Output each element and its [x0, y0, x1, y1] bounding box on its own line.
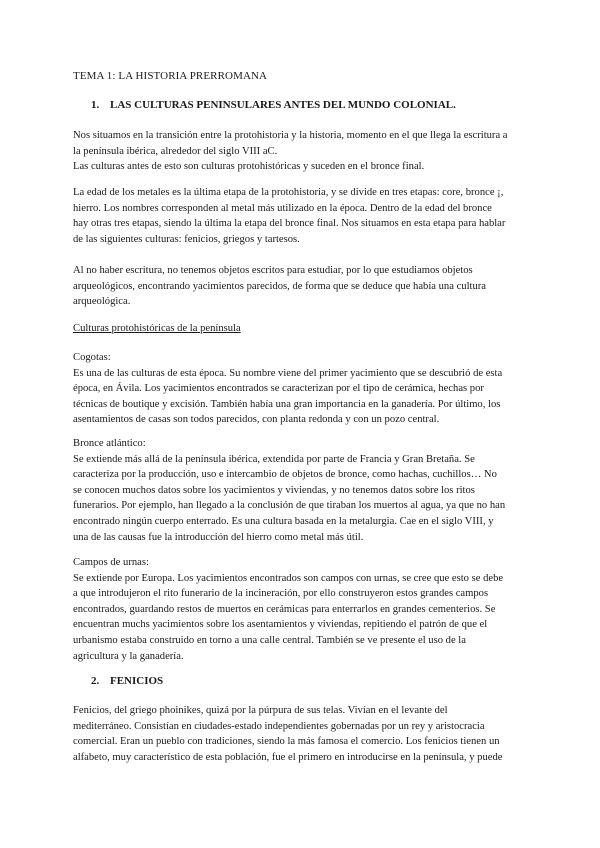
- text-line: Se extiende por Europa. Los yacimientos encontrados son campos con urnas, se cree que esto se debe: [73, 572, 504, 584]
- section-2-paragraph-1: [73, 703, 533, 765]
- text-line: hierro. Los nombres corresponden al metal más utilizado en la época. Dentro de la edad del bronce: [73, 202, 492, 214]
- text-line: Al no haber escritura, no tenemos objetos escritos para estudiar, por lo que estudiamos objetos: [73, 265, 473, 276]
- text-line: Las culturas antes de esto son culturas protohistóricas y suceden en el bronce final.: [73, 161, 425, 173]
- text-line: Es una de las culturas de esta época. Su nombre viene del primer yacimiento que se descubrió de esta: [73, 367, 503, 379]
- campos-de-urnas-section: [73, 555, 533, 664]
- section-2-heading: [91, 674, 551, 690]
- section-2-number: 2.: [91, 675, 100, 687]
- section-1-paragraph-3: [73, 263, 533, 310]
- text-line: se conocen muchos datos sobre los yacimientos y viviendas, y no tenemos datos sobre los ritos: [73, 484, 475, 496]
- text-line: arqueológica.: [73, 296, 131, 308]
- campos-label: Campos de urnas:: [73, 557, 149, 568]
- text-line: la península ibérica, alrededor del siglo VIII aC.: [73, 145, 278, 157]
- text-line: época, en Ávila. Los yacimientos encontrados se caracterizan por el tipo de cerámica, hechas por: [73, 383, 484, 395]
- subheading-protohistoric-cultures: Culturas protohistóricas de la península: [73, 323, 241, 334]
- bronce-label: Bronce atlántico:: [73, 438, 146, 449]
- text-line: hay otras tres etapas, siendo la última la etapa del bronce final. Nos situamos en esta etapa para hablar: [73, 218, 506, 230]
- section-1-number: 1.: [91, 99, 100, 111]
- text-line: encuentran muchs yacimientos sobre los asentamientos y viviendas, repitiendo el patrón de que el: [73, 619, 488, 631]
- cogotas-label: Cogotas:: [73, 352, 111, 363]
- text-line: de las siguientes culturas: fenicios, griegos y tartesos.: [73, 233, 300, 245]
- text-line: Fenicios, del griego phoinikes, quizá por la púrpura de sus telas. Vivían en el levante del: [73, 705, 448, 716]
- text-line: una de las causas fue la introducción del hierro como metal más útil.: [73, 531, 364, 543]
- text-line: caracteriza por la producción, uso e intercambio de objetos de bronce, como hachas, cuchillos… No: [73, 469, 497, 481]
- text-line: encontrados, guardando restos de muertos en cerámicas para enterrarlos en grandes cementerios. Se: [73, 603, 496, 615]
- text-line: La edad de los metales es la última etapa de la protohistoria, y se divide en tres etapas: core, bronce ¡,: [73, 187, 504, 198]
- section-1-paragraph-1: [73, 128, 533, 175]
- text-line: a que introdujeron el rito funerario de la incineración, por ello construyeron estos grandes campos: [73, 588, 489, 600]
- text-line: funerarios. Por ejemplo, han llegado a la conclusión de que tiraban los muertos al agua, ya que no han: [73, 500, 506, 512]
- text-line: asentamientos de casas son todos parecidos, con planta redonda y con un pozo central.: [73, 414, 440, 426]
- text-line: encontrado ningún cuerpo enterrado. Es una cultura basada en la metalurgia. Cae en el siglo VIII, y: [73, 515, 494, 527]
- text-line: alfabeto, muy característico de esta población, fue el primero en introducirse en la península, y puede: [73, 751, 503, 763]
- text-line: Nos situamos en la transición entre la protohistoria y la historia, momento en el que llega la escritura a: [73, 130, 508, 141]
- text-line: comercial. Eran un pueblo con tradiciones, siendo la más famosa el comercio. Los fenicios tienen un: [73, 736, 500, 748]
- text-line: arqueológicos, encontrando yacimientos parecidos, de forma que se deduce que había una cultura: [73, 280, 486, 292]
- section-1-paragraph-2: [73, 185, 533, 247]
- text-line: Se extiende más allá de la península ibérica, extendida por parte de Francia y Gran Bretaña. Se: [73, 453, 475, 465]
- bronce-atlantico-section: [73, 436, 533, 545]
- text-line: mediterráneo. Consistían en ciudades-estado independientes gobernadas por un rey y aristocracia: [73, 720, 485, 732]
- text-line: agricultura y la ganadería.: [73, 650, 184, 662]
- section-1-heading: [91, 98, 551, 114]
- section-1-heading-text: LAS CULTURAS PENINSULARES ANTES DEL MUNDO COLONIAL.: [110, 99, 456, 111]
- text-line: técnicas de boutique y excisión. También había una gran importancia en la ganadería. Por último, los: [73, 398, 501, 410]
- section-2-heading-text: FENICIOS: [110, 675, 164, 687]
- text-line: urbanismo estaba construido en torno a una calle central. También se ve presente el uso de la: [73, 634, 466, 646]
- document-title: TEMA 1: LA HISTORIA PRERROMANA: [73, 70, 268, 82]
- cogotas-section: [73, 350, 533, 428]
